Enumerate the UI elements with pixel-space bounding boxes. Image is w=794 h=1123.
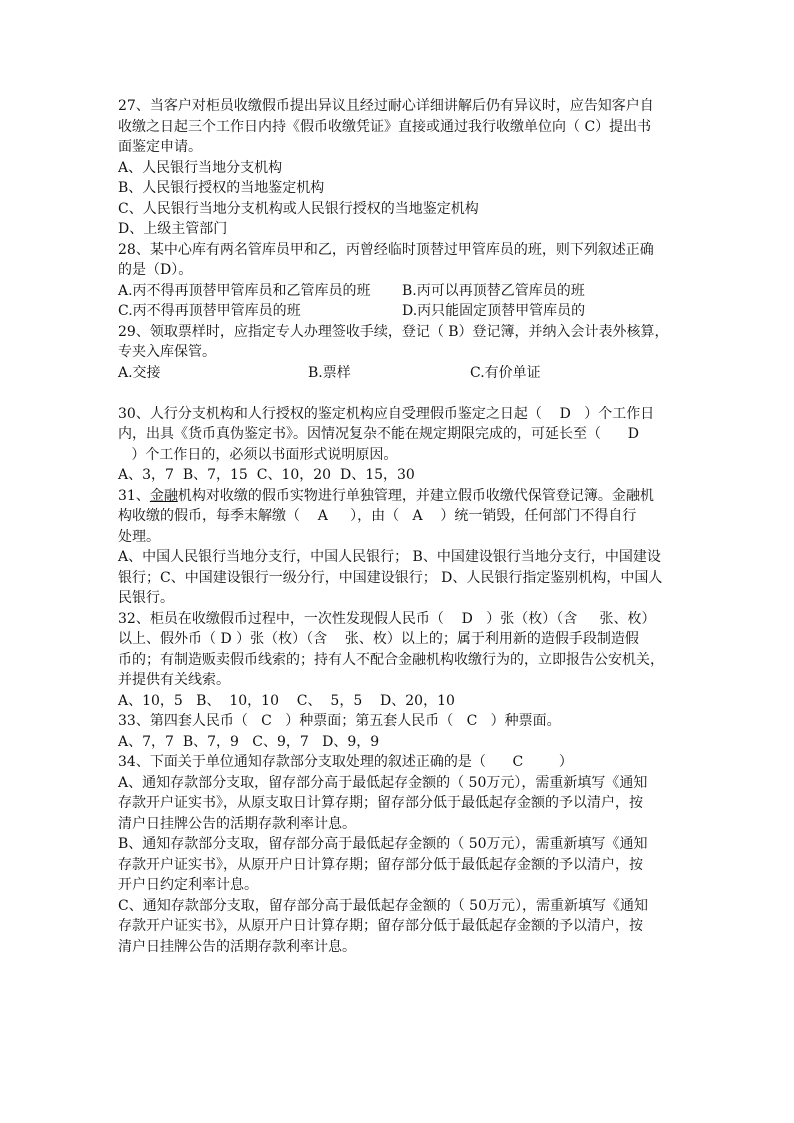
question-text-line: 收缴之日起三个工作日内持《假币收缴凭证》直接或通过我行收缴单位向（ C）提出书 bbox=[118, 118, 652, 135]
answer-option: A、通知存款部分支取，留存部分高于最低起存金额的（ 50万元），需重新填写《通知 bbox=[118, 774, 648, 791]
answer-options: A、7，7 B、7，9 C、9，7 D、9，9 bbox=[118, 733, 380, 750]
question-text-line: 27、当客户对柜员收缴假币提出异议且经过耐心详细讲解后仍有异议时，应告知客户自 bbox=[118, 98, 654, 114]
answer-option: D、上级主管部门 bbox=[118, 221, 228, 237]
answer-option: 存款开户证实书》，从原开户日计算存期；留存部分低于最低起存金额的予以清户，按 bbox=[118, 856, 643, 873]
answer-option: D.丙只能固定顶替甲管库员的 bbox=[402, 303, 586, 319]
question-text-line: ）个工作日的，必须以书面形式说明原因。 bbox=[118, 446, 398, 463]
document-page bbox=[118, 96, 678, 957]
question-text-line: 以上、假外币（ D ）张（枚）（含 张、枚）以上的；属于利用新的造假手段制造假 bbox=[118, 631, 639, 647]
question-32 bbox=[118, 609, 678, 712]
question-text-line: 33、第四套人民币（ C ）种票面；第五套人民币（ C ）种票面。 bbox=[118, 713, 561, 729]
question-33 bbox=[118, 711, 678, 752]
answer-options: A、3，7 B、7，15 C、10，20 D、15，30 bbox=[118, 467, 415, 483]
answer-option-row bbox=[118, 301, 678, 322]
answer-options: 银行；C、中国建设银行一级分行，中国建设银行； D、人民银行指定鉴别机构，中国人 bbox=[118, 569, 663, 586]
answer-option: C、人民银行当地分支机构或人民银行授权的当地鉴定机构 bbox=[118, 200, 479, 217]
answer-options: A、10，5 B、 10，10 C、 5，5 D、20，10 bbox=[118, 692, 455, 709]
answer-option: 存款开户证实书》，从原开户日计算存期；留存部分低于最低起存金额的予以清户，按 bbox=[118, 918, 643, 934]
question-text-line: 币的；有制造贩卖假币线索的；持有人不配合金融机构收缴行为的，立即报告公安机关， bbox=[118, 651, 664, 668]
answer-options: 民银行。 bbox=[118, 590, 174, 606]
question-text-line: 的是（D）。 bbox=[118, 262, 193, 278]
question-text-line: 34、下面关于单位通知存款部分支取处理的叙述正确的是（ C ） bbox=[118, 754, 573, 770]
underlined-word: 金融 bbox=[149, 487, 178, 504]
answer-option: A.交接 bbox=[118, 364, 161, 381]
answer-option: B.丙可以再顶替乙管库员的班 bbox=[402, 282, 585, 299]
question-text-line: 专夹入库保管。 bbox=[118, 344, 216, 360]
answer-option: 清户日挂牌公告的活期存款利率计息。 bbox=[118, 938, 356, 955]
question-number: 31、 bbox=[118, 487, 150, 504]
question-text-line bbox=[118, 486, 678, 507]
question-27 bbox=[118, 96, 678, 240]
answer-option: 开户日约定利率计息。 bbox=[118, 877, 258, 893]
answer-option: C、通知存款部分支取，留存部分高于最低起存金额的（ 50万元），需重新填写《通知 bbox=[118, 897, 648, 914]
question-31 bbox=[118, 486, 678, 609]
answer-option: B.票样 bbox=[308, 364, 351, 381]
question-text-line: 29、领取票样时，应指定专人办理签收手续，登记（ B）登记簿，并纳入会计表外核算， bbox=[118, 323, 669, 340]
question-text-line: 面鉴定申请。 bbox=[118, 139, 202, 155]
answer-option-row bbox=[118, 281, 678, 302]
answer-option: C.有价单证 bbox=[470, 364, 541, 381]
question-text-line: 内，出具《货币真伪鉴定书》。因情况复杂不能在规定期限完成的，可延长至（ D bbox=[118, 426, 639, 442]
question-29 bbox=[118, 322, 678, 384]
question-30 bbox=[118, 404, 678, 486]
question-28 bbox=[118, 240, 678, 322]
question-text-line: 28、某中心库有两名管库员甲和乙，丙曾经临时顶替过甲管库员的班，则下列叙述正确 bbox=[118, 241, 654, 258]
question-text-line: 30、人行分支机构和人行授权的鉴定机构应自受理假币鉴定之日起（ D ）个工作日 bbox=[118, 405, 655, 422]
answer-option: A.丙不得再顶替甲管库员和乙管库员的班 bbox=[118, 282, 371, 299]
answer-options: A、中国人民银行当地分支行，中国人民银行； B、中国建设银行当地分支行，中国建设 bbox=[118, 549, 661, 565]
question-text: 机构对收缴的假币实物进行单独管理，并建立假币收缴代保管登记簿。金融机 bbox=[177, 487, 654, 504]
question-text-line: 构收缴的假币，每季末解缴（ A ），由（ A ）统一销毁，任何部门不得自行 bbox=[118, 508, 637, 524]
question-text-line: 32、柜员在收缴假币过程中，一次性发现假人民币（ D ）张（枚）（含 张、枚） bbox=[118, 610, 656, 627]
blank-line bbox=[118, 383, 678, 404]
question-text-line: 处理。 bbox=[118, 528, 160, 545]
question-text-line: 并提供有关线索。 bbox=[118, 672, 230, 688]
answer-option: B、人民银行授权的当地鉴定机构 bbox=[118, 180, 325, 196]
answer-option: 清户日挂牌公告的活期存款利率计息。 bbox=[118, 815, 356, 832]
answer-option: C.丙不得再顶替甲管库员的班 bbox=[118, 303, 301, 319]
answer-option: A、人民银行当地分支机构 bbox=[118, 159, 283, 176]
question-34 bbox=[118, 752, 678, 957]
answer-option: B、通知存款部分支取，留存部分高于最低起存金额的（ 50万元），需重新填写《通知 bbox=[118, 836, 648, 852]
answer-option: 存款开户证实书》，从原支取日计算存期；留存部分低于最低起存金额的予以清户，按 bbox=[118, 795, 643, 811]
answer-option-row bbox=[118, 363, 678, 384]
